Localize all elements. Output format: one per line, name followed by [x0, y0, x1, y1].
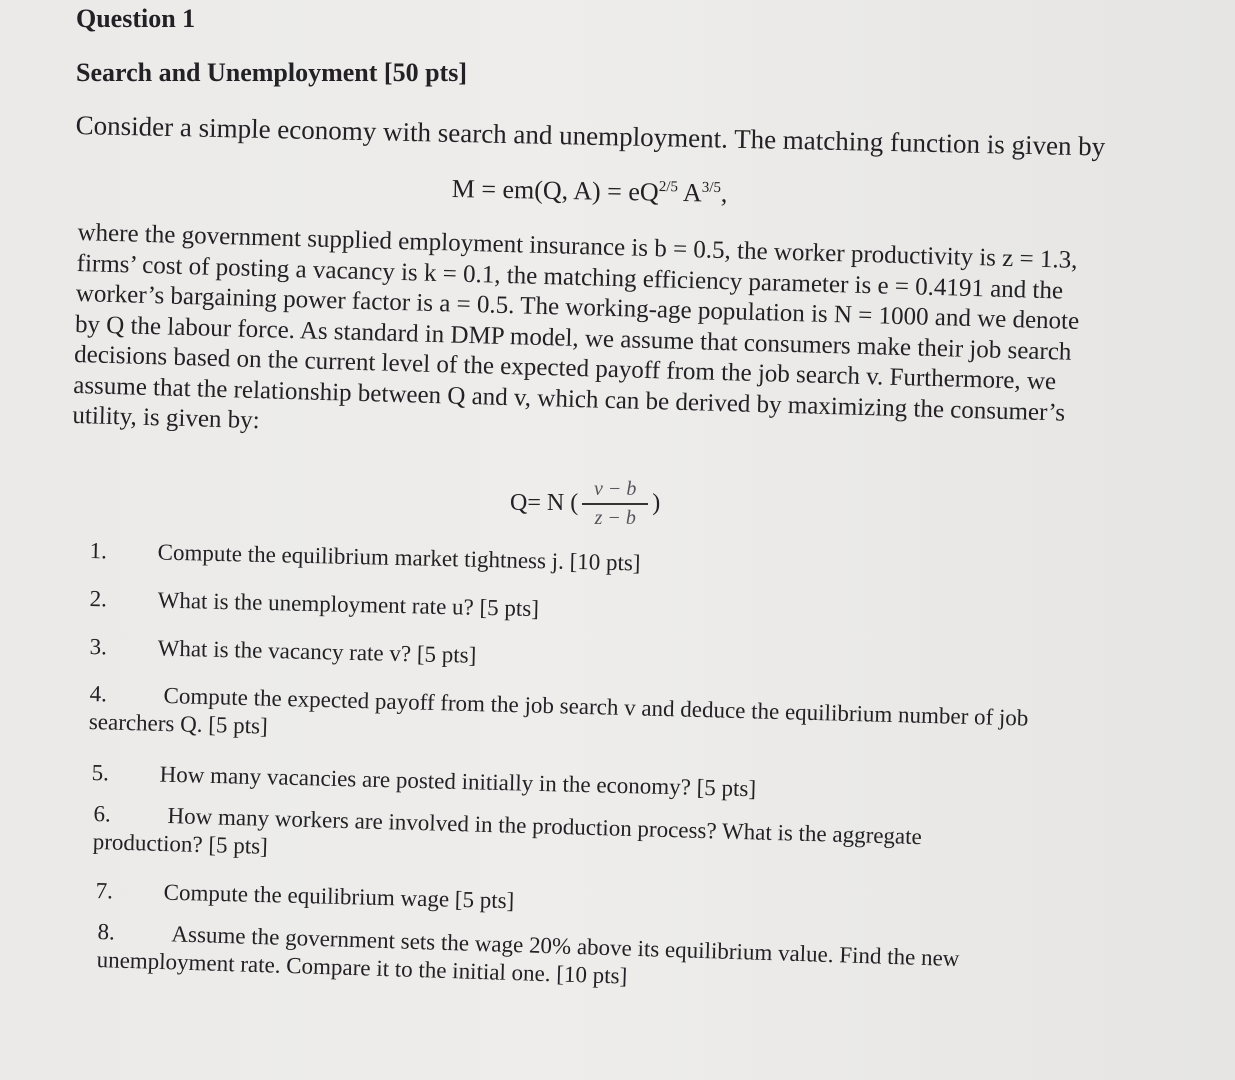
item-text: What is the unemployment rate u? [5 pts] [157, 587, 540, 622]
item-number: 8. [97, 918, 116, 945]
item-text: What is the vacancy rate v? [5 pts] [157, 635, 477, 668]
item-text: How many workers are involved in the production process? What is the aggregate production? [5 pts] [92, 803, 923, 859]
item-text: How many vacancies are posted initially in the economy? [5 pts] [159, 761, 757, 802]
item-number: 6. [93, 800, 112, 827]
list-item [89, 680, 1080, 762]
fraction-denominator: z − b [594, 506, 636, 529]
item-number: 1. [89, 538, 108, 564]
list-item [96, 918, 1047, 1004]
q-formula-lhs: Q= N ( [510, 490, 579, 517]
item-text: Compute the equilibrium wage [5 pts] [163, 879, 515, 914]
item-text: Assume the government sets the wage 20% above its equilibrium value. Find the new unemployment rate. Compare it to the initial one. [10 pts] [96, 921, 960, 989]
item-number: 2. [89, 586, 108, 612]
item-number: 5. [91, 760, 110, 786]
list-item [92, 800, 1013, 882]
question-label: Question 1 [76, 4, 196, 33]
item-number: 7. [95, 878, 114, 904]
item-number: 3. [89, 634, 108, 660]
item-text: Compute the expected payoff from the job search v and deduce the equilibrium number of job searchers Q. [5 pts] [88, 682, 1029, 739]
section-title: Search and Unemployment [50 pts] [76, 58, 467, 87]
fraction-numerator: v − b [594, 478, 637, 500]
list-item [89, 586, 789, 628]
list-item [91, 760, 851, 805]
formula-trail: , [720, 178, 728, 208]
q-formula-close: ) [652, 490, 661, 517]
exponent-q: 2/5 [658, 178, 679, 196]
exponent-a: 3/5 [701, 179, 722, 197]
list-item [89, 538, 789, 580]
intro-text: Consider a simple economy with search and unemployment. The matching function is given by [75, 110, 1106, 162]
item-number: 4. [89, 680, 108, 707]
list-item [95, 878, 695, 919]
formula-a: A [677, 177, 702, 208]
item-text: Compute the equilibrium market tightness j. [10 pts] [157, 539, 641, 576]
problem-paragraph: where the government supplied employment insurance is b = 0.5, the worker productivity is z = 1.3, firms’ cost of posting a vacancy is k = 0.1, the matching efficiency parameter is e = 0.4191 and the worker’s bargaining power factor is a = 0.5. The working-age population is N = 1000 and we denote by Q the labour force. As standard in DMP model, we assume that consumers make their job search decisions based on the current level of the expected payoff from the job search v. Furthermore, we assume that the relationship between Q and v, which can be derived by maximizing the consumer’s utility, is given by: [72, 218, 1080, 435]
list-item [89, 634, 789, 676]
formula-lhs: M = em(Q, A) = eQ [451, 174, 659, 207]
